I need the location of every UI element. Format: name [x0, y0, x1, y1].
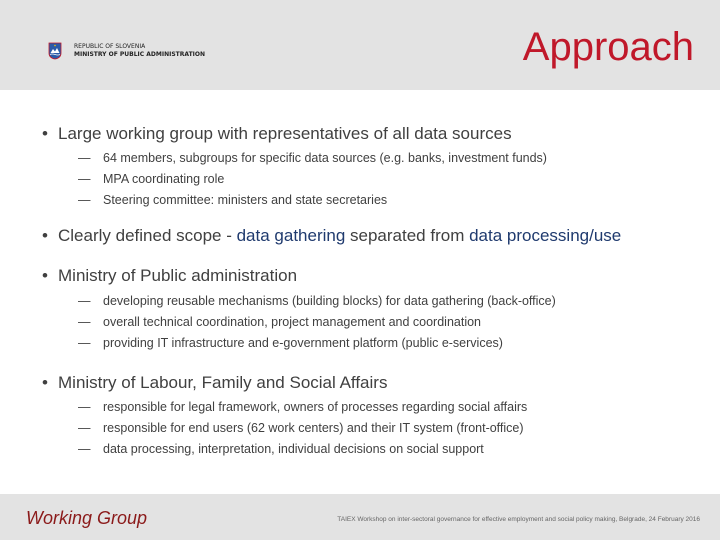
bullet-text: Large working group with representatives of all data sources	[58, 124, 512, 143]
sub-bullet-text: providing IT infrastructure and e-government platform (public e-services)	[103, 336, 503, 350]
sub-bullet	[78, 315, 481, 329]
logo-ministry-text: MINISTRY OF PUBLIC ADMINISTRATION	[74, 51, 206, 58]
dash-marker: —	[78, 315, 91, 329]
dash-marker: —	[78, 442, 91, 456]
dash-marker: —	[78, 193, 91, 207]
dash-marker: —	[78, 421, 91, 435]
bullet-ministry-labour	[42, 373, 387, 393]
sub-bullet	[78, 151, 547, 165]
bullet-marker: •	[42, 373, 48, 392]
bullet-marker: •	[42, 266, 48, 285]
highlight-data-gathering: data gathering	[236, 226, 346, 245]
sub-bullet-text: data processing, interpretation, individual decisions on social support	[103, 442, 484, 456]
slide-title: Approach	[522, 25, 694, 69]
sub-bullet-text: responsible for end users (62 work centers) and their IT system (front-office)	[103, 421, 524, 435]
bullet-scope	[42, 226, 621, 246]
bullet-ministry-public-admin	[42, 266, 297, 286]
footer-section-title: Working Group	[26, 508, 148, 528]
sub-bullet	[78, 421, 524, 435]
sub-bullet-text: Steering committee: ministers and state secretaries	[103, 193, 388, 207]
bullet-text: Ministry of Labour, Family and Social Affairs	[58, 373, 388, 392]
sub-bullet	[78, 336, 503, 350]
sub-bullet	[78, 193, 387, 207]
sub-bullet	[78, 294, 556, 308]
dash-marker: —	[78, 151, 91, 165]
dash-marker: —	[78, 400, 91, 414]
bullet-working-group	[42, 124, 512, 144]
dash-marker: —	[78, 172, 91, 186]
dash-marker: —	[78, 294, 91, 308]
header-band	[0, 0, 720, 90]
sub-bullet-text: MPA coordinating role	[103, 172, 225, 186]
sub-bullet	[78, 400, 527, 414]
bullet-text: Ministry of Public administration	[58, 266, 298, 285]
bullet-marker: •	[42, 124, 48, 143]
sub-bullet-text: responsible for legal framework, owners of processes regarding social affairs	[103, 400, 528, 414]
bullet-text-part: separated from	[345, 226, 470, 245]
footer-band	[0, 494, 720, 540]
sub-bullet	[78, 172, 224, 186]
sub-bullet-text: 64 members, subgroups for specific data sources (e.g. banks, investment funds)	[103, 151, 547, 165]
sub-bullet-text: overall technical coordination, project management and coordination	[103, 315, 482, 329]
bullet-text-part: Clearly defined scope -	[58, 226, 237, 245]
footer-event-text: TAIEX Workshop on inter-sectoral governance for effective employment and social policy making, Belgrade, 24 February 2016	[337, 516, 700, 523]
bullet-marker: •	[42, 226, 48, 245]
sub-bullet-text: developing reusable mechanisms (building blocks) for data gathering (back-office)	[103, 294, 556, 308]
logo-country-text: REPUBLIC OF SLOVENIA	[74, 43, 146, 50]
coat-of-arms-icon	[48, 42, 62, 60]
ministry-logo	[48, 40, 206, 62]
highlight-data-processing: data processing/use	[469, 226, 622, 245]
dash-marker: —	[78, 336, 91, 350]
sub-bullet	[78, 442, 484, 456]
